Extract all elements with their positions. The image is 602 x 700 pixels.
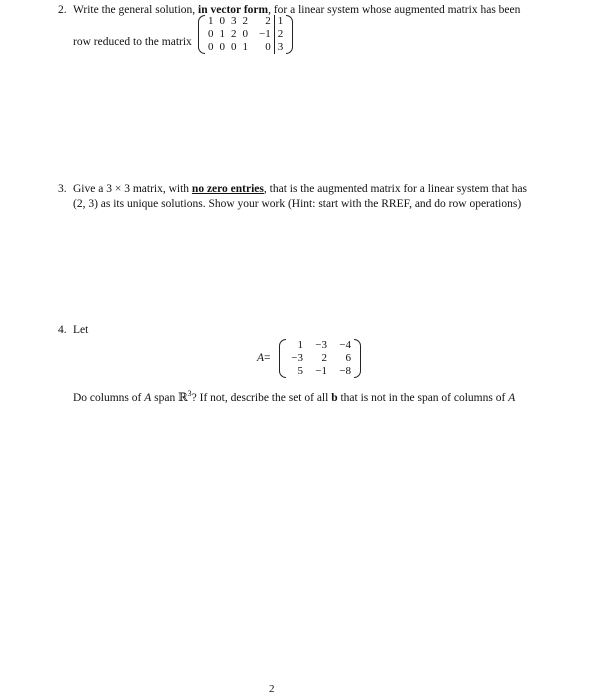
matrix-row <box>205 28 286 41</box>
matrix-cell: 3 <box>231 15 237 27</box>
q4-equals: = <box>264 352 271 364</box>
matrix-cell: 0 <box>208 41 214 53</box>
matrix-cell: 0 <box>242 28 248 40</box>
q2-text-line2: row reduced to the matrix <box>73 36 192 48</box>
q3-text-after: , that is the augmented matrix for a linear system that has <box>263 183 528 195</box>
q3-text-underline: no zero entries <box>191 183 264 195</box>
q2-matrix-table <box>205 15 286 54</box>
matrix-cell: 0 <box>208 28 214 40</box>
q3-text-line2: (2, 3) as its unique solutions. Show your work (Hint: start with the RREF, and do row operations) <box>73 198 522 210</box>
matrix-right-paren <box>286 15 293 54</box>
matrix-cell: 1 <box>297 339 303 351</box>
matrix-cell: 5 <box>297 365 303 377</box>
matrix-cell: −3 <box>291 352 303 364</box>
q4-question-sup: 3 <box>187 389 192 398</box>
matrix-cell: 1 <box>208 15 214 27</box>
q4-matrix-a <box>279 339 361 378</box>
matrix-row <box>286 352 354 365</box>
q3-number: 3. <box>58 183 67 195</box>
q4-matrix-name <box>257 352 271 364</box>
q4-question-part1: Do columns of <box>73 391 145 404</box>
matrix-cell: 1 <box>219 28 225 40</box>
q4-question <box>73 389 515 404</box>
q4-number: 4. <box>58 324 67 336</box>
q4-question-var2: A <box>508 391 516 404</box>
matrix-cell: −1 <box>259 28 271 40</box>
q2-text-bold: in vector form <box>198 4 269 16</box>
q4-question-part4: that is not in the span of columns of <box>337 391 509 404</box>
q4-question-bold: b <box>331 391 338 404</box>
matrix-row <box>205 41 286 54</box>
matrix-cell: 1 <box>274 15 286 28</box>
q4-label: Let <box>73 324 89 336</box>
q2-number: 2. <box>58 4 67 16</box>
matrix-cell: −4 <box>339 339 351 351</box>
matrix-row <box>205 15 286 28</box>
q4-question-part2: span ℝ <box>151 391 188 404</box>
matrix-cell: 0 <box>219 41 225 53</box>
q4-matrix-var: A <box>257 352 265 364</box>
matrix-row <box>286 365 354 378</box>
page-number: 2 <box>269 683 275 695</box>
matrix-cell: −3 <box>315 339 327 351</box>
matrix-cell: 2 <box>274 28 286 41</box>
matrix-cell: 2 <box>231 28 237 40</box>
q2-augmented-matrix <box>198 15 293 54</box>
q2-text-line1 <box>73 4 520 16</box>
matrix-cell: 2 <box>242 15 248 27</box>
matrix-right-paren <box>354 339 361 378</box>
q4-question-part3: ? If not, describe the set of all <box>191 391 332 404</box>
q2-text-after: , for a linear system whose augmented matrix has been <box>268 4 521 16</box>
q3-text-line1 <box>73 183 527 195</box>
q4-matrix-table <box>286 339 354 378</box>
matrix-cell: −8 <box>339 365 351 377</box>
matrix-row <box>286 339 354 352</box>
matrix-cell: 2 <box>321 352 327 364</box>
matrix-cell: 0 <box>231 41 237 53</box>
matrix-cell: 6 <box>345 352 351 364</box>
q3-text-before: Give a 3 × 3 matrix, with <box>73 183 192 195</box>
matrix-cell: −1 <box>315 365 327 377</box>
matrix-left-paren <box>198 15 205 54</box>
matrix-cell: 0 <box>265 41 271 53</box>
q2-text-before: Write the general solution, <box>73 4 199 16</box>
matrix-left-paren <box>279 339 286 378</box>
matrix-cell: 2 <box>265 15 271 27</box>
matrix-cell: 3 <box>274 41 286 54</box>
matrix-cell: 1 <box>242 41 248 53</box>
q4-question-var: A <box>144 391 152 404</box>
matrix-cell: 0 <box>219 15 225 27</box>
